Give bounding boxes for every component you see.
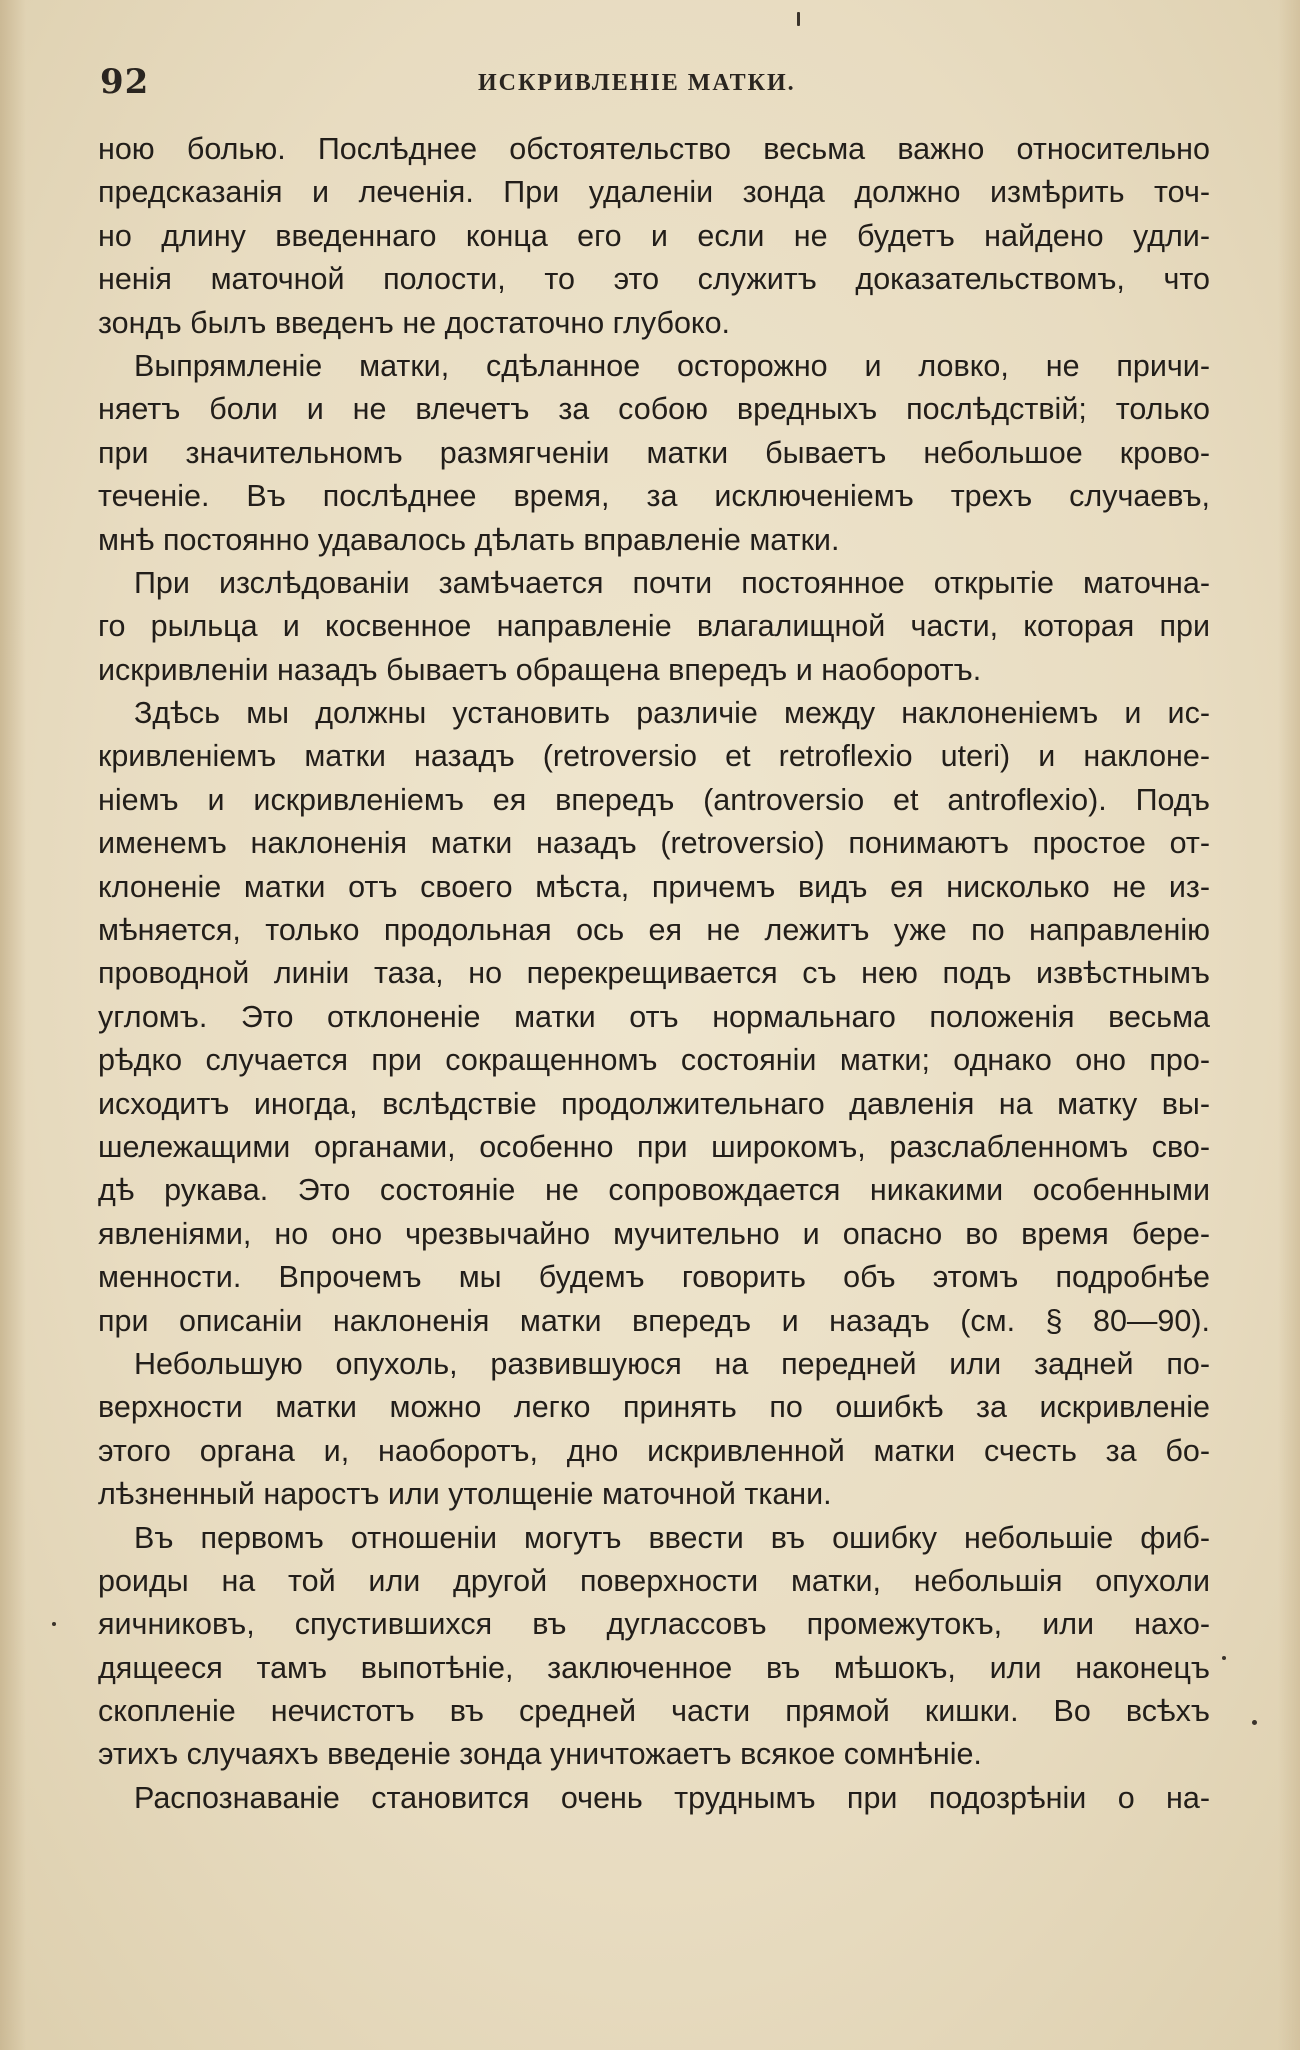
text-line: дѣ рукава. Это состояніе не сопровождается никакими особенными	[98, 1173, 1210, 1208]
text-line: угломъ. Это отклоненіе матки отъ нормальнаго положенія весьма	[98, 999, 1210, 1034]
text-line: предсказанія и леченія. При удаленіи зонда должно измѣрить точ-	[98, 175, 1210, 210]
ink-speck	[797, 12, 800, 26]
text-line: искривленіи назадъ бываетъ обращена впередъ и наоборотъ.	[98, 652, 982, 687]
text-line: лѣзненный наростъ или утолщеніе маточной ткани.	[98, 1477, 832, 1512]
text-line: верхности матки можно легко принять по ошибкѣ за искривленіе	[98, 1390, 1210, 1425]
text-line: мѣняется, только продольная ось ея не лежитъ уже по направленію	[98, 913, 1210, 948]
paragraph	[98, 562, 1210, 692]
text-line: менности. Впрочемъ мы будемъ говорить объ этомъ подробнѣе	[98, 1260, 1210, 1295]
text-line: Распознаваніе становится очень труднымъ при подозрѣніи о на-	[134, 1780, 1210, 1815]
text-line: зондъ былъ введенъ не достаточно глубоко.	[98, 305, 731, 340]
paragraph	[98, 1517, 1210, 1777]
paragraph	[98, 1343, 1210, 1517]
ink-speck	[1252, 1720, 1257, 1725]
ink-speck	[1222, 1656, 1226, 1660]
text-line: Небольшую опухоль, развившуюся на передней или задней по-	[134, 1346, 1210, 1381]
text-line: проводной линіи таза, но перекрещивается съ нею подъ извѣстнымъ	[98, 956, 1210, 991]
text-line: явленіями, но оно чрезвычайно мучительно и опасно во время бере-	[98, 1216, 1210, 1251]
text-line: клоненіе матки отъ своего мѣста, причемъ видъ ея нисколько не из-	[98, 869, 1210, 904]
text-line: шележащими органами, особенно при широкомъ, разслабленномъ сво-	[98, 1129, 1210, 1164]
paragraph	[98, 128, 1210, 345]
text-line: скопленіе нечистотъ въ средней части прямой кишки. Во всѣхъ	[98, 1694, 1210, 1729]
text-line: няетъ боли и не влечетъ за собою вредныхъ послѣдствій; только	[98, 392, 1210, 427]
text-line: При изслѣдованіи замѣчается почти постоянное открытіе маточна-	[134, 565, 1210, 600]
paragraph	[98, 692, 1210, 1343]
text-line: ненія маточной полости, то это служитъ доказательствомъ, что	[98, 262, 1210, 297]
text-line: роиды на той или другой поверхности матки, небольшія опухоли	[98, 1563, 1210, 1598]
text-line: при описаніи наклоненія матки впередъ и назадъ (см. § 80—90).	[98, 1303, 1210, 1338]
text-line: Здѣсь мы должны установить различіе между наклоненіемъ и ис-	[134, 696, 1210, 731]
paragraph	[98, 1777, 1210, 1820]
text-line: именемъ наклоненія матки назадъ (retroversio) понимаютъ простое от-	[98, 826, 1210, 861]
text-line: яичниковъ, спустившихся въ дугласcовъ промежутокъ, или нахо-	[98, 1607, 1210, 1642]
ink-speck	[52, 1622, 56, 1626]
text-line: го рыльца и косвенное направленіе влагалищной части, которая при	[98, 609, 1210, 644]
text-line: Выпрямленіе матки, сдѣланное осторожно и ловко, не причи-	[134, 348, 1210, 383]
text-line: ніемъ и искривленіемъ ея впередъ (antroversio et antroflexio). Подъ	[98, 782, 1210, 817]
text-line: этихъ случаяхъ введеніе зонда уничтожаетъ всякое сомнѣніе.	[98, 1737, 982, 1772]
text-line: рѣдко случается при сокращенномъ состояніи матки; однако оно про-	[98, 1043, 1210, 1078]
page-number: 92	[100, 62, 150, 102]
text-line: ною болью. Послѣднее обстоятельство весьма важно относительно	[98, 132, 1210, 166]
running-title: ИСКРИВЛЕНІЕ МАТКИ.	[478, 70, 796, 96]
text-line: дящееся тамъ выпотѣніе, заключенное въ мѣшокъ, или наконецъ	[98, 1650, 1210, 1685]
page-header	[100, 62, 1210, 112]
text-line: при значительномъ размягченіи матки бываетъ небольшое крово-	[98, 435, 1210, 470]
text-line: этого органа и, наоборотъ, дно искривленной матки счесть за бо-	[98, 1433, 1210, 1468]
text-line: кривленіемъ матки назадъ (retroversio et retroflexio uteri) и наклоне-	[98, 739, 1210, 774]
body-text	[98, 128, 1210, 1820]
text-line: Въ первомъ отношеніи могутъ ввести въ ошибку небольшіе фиб-	[134, 1520, 1210, 1555]
text-line: теченіе. Въ послѣднее время, за исключеніемъ трехъ случаевъ,	[98, 479, 1210, 514]
text-line: мнѣ постоянно удавалось дѣлать вправленіе матки.	[98, 522, 840, 557]
text-line: исходитъ иногда, вслѣдствіе продолжительнаго давленія на матку вы-	[98, 1086, 1210, 1121]
text-line: но длину введеннаго конца его и если не будетъ найдено удли-	[98, 218, 1210, 253]
paragraph	[98, 345, 1210, 562]
